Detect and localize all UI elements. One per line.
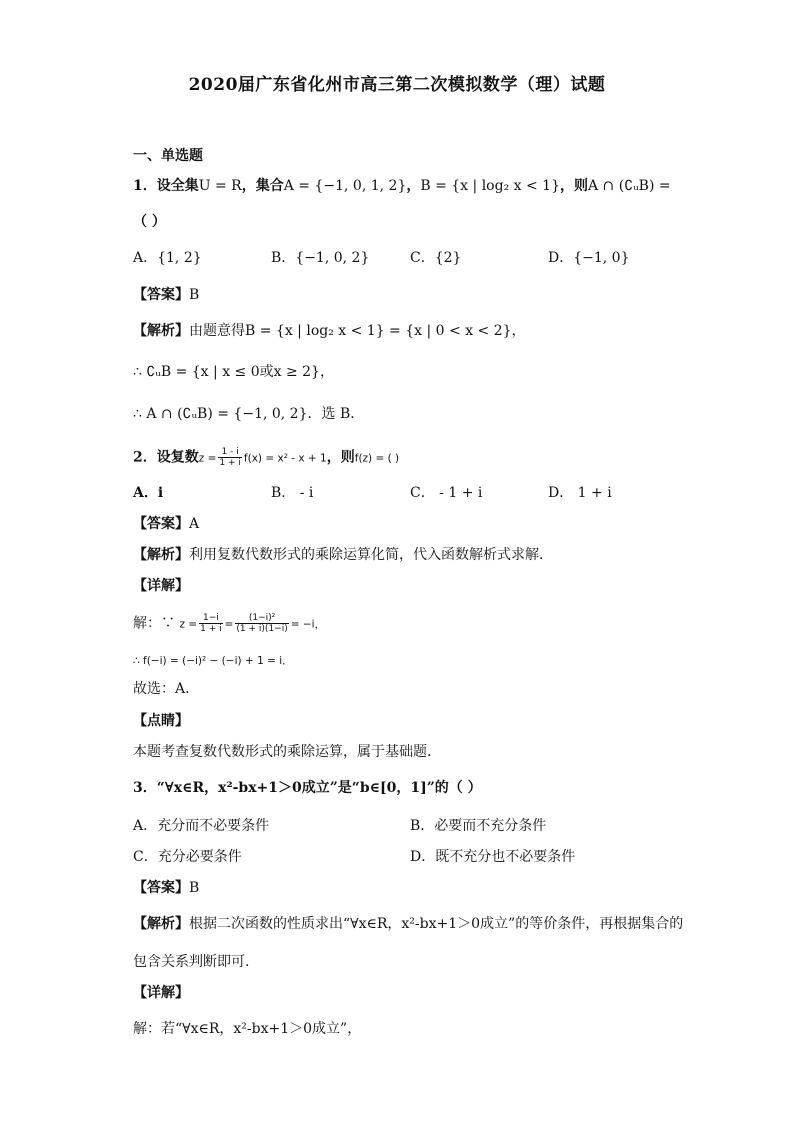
q1-stem-comma: ，: [406, 178, 421, 194]
section-heading: 一、单选题: [133, 148, 203, 164]
q2-stem: [133, 447, 399, 468]
q2-option-d: D． 1 + i: [548, 485, 612, 501]
answer-tag: 【答案】: [133, 287, 189, 303]
q2-answer: [133, 515, 199, 533]
q1-stem-then: ，则: [559, 178, 588, 194]
q2-option-c: C． - 1 + i: [410, 485, 483, 501]
q1-expr: A ∩ (∁ᵤB) =: [587, 178, 671, 194]
q3-option-a: A．充分而不必要条件: [133, 818, 270, 834]
q2-detail-tag: 【详解】: [133, 578, 189, 594]
sol-frac2-den: (1 + i)(1−i): [236, 624, 288, 634]
answer-value: A: [189, 516, 200, 532]
q1-option-b: B．{−1, 0, 2}: [271, 250, 370, 266]
analysis-tag: 【解析】: [133, 916, 189, 932]
q2-stem-prefix: 2．设复数: [133, 449, 199, 466]
q2-frac-num: 1 - i: [218, 447, 242, 458]
q3-option-d: D．既不充分也不必要条件: [410, 849, 576, 865]
q1-stem-mid: ，集合: [241, 178, 284, 194]
q2-z: z =: [198, 452, 217, 465]
sol-frac1-num: 1−i: [199, 613, 223, 624]
q2-comment-tag: 【点睛】: [133, 713, 189, 729]
q1-paren: （ ）: [133, 214, 166, 230]
sol-frac1-den: 1 + i: [200, 624, 222, 634]
page-title: 2020届广东省化州市高三第二次模拟数学（理）试题: [188, 75, 606, 95]
q2-solution-1: 解：∵ z = $\frac{1-i}{1 + i}$ = $\frac{\text{(1−i)²}}{(1 + i)(1-i)}$ = −i，: [133, 613, 326, 634]
q2-option-b: B． - i: [271, 485, 314, 501]
q1-stem: [133, 177, 671, 195]
analysis-expr: B = {x | log₂ x < 1} = {x | 0 < x < 2}，: [245, 323, 526, 339]
q1-option-a: A．{1, 2}: [133, 250, 202, 266]
q2-option-a: A．i: [133, 485, 164, 501]
sol-prefix: 解：∵: [133, 615, 175, 632]
q1-set-a: A = {−1, 0, 1, 2}: [283, 178, 407, 194]
q3-solution: 解：若“∀x∈R，x²-bx+1＞0成立”，: [133, 1021, 362, 1037]
q1-answer: [133, 286, 199, 304]
answer-value: B: [189, 287, 200, 303]
q2-function: f(x) = x² - x + 1: [243, 452, 327, 465]
sol-fraction-2: [235, 613, 288, 634]
answer-value: B: [189, 880, 200, 896]
q1-universal-set: U = R: [198, 178, 242, 194]
q1-option-c: C．{2}: [410, 250, 462, 266]
sol-z: z =: [179, 618, 198, 631]
answer-tag: 【答案】: [133, 880, 189, 896]
q1-analysis: [133, 322, 526, 340]
q3-answer: [133, 879, 199, 897]
q3-analysis-cont: 包含关系判断即可.: [133, 954, 250, 970]
q2-frac-den: 1 + i: [219, 458, 241, 468]
q1-step-3: ∴ A ∩ (∁ᵤB) = {−1, 0, 2}．选 B．: [133, 406, 365, 422]
q2-solution-2: ∴ f(−i) = (−i)² − (−i) + 1 = i．: [133, 655, 293, 667]
analysis-text: 根据二次函数的性质求出“∀x∈R，x²-bx+1＞0成立”的等价条件，再根据集合的: [189, 916, 684, 932]
sol-frac2-num: (1−i)²: [235, 613, 288, 624]
q3-analysis: [133, 915, 683, 933]
q2-choose: 故选：A．: [133, 681, 200, 697]
q1-set-b: B = {x | log₂ x < 1}: [420, 178, 560, 194]
q2-analysis: [133, 546, 553, 564]
q3-option-b: B．必要而不充分条件: [410, 818, 547, 834]
q2-comment: 本题考查复数代数形式的乘除运算，属于基础题．: [133, 744, 441, 760]
q2-fraction: [218, 447, 242, 468]
analysis-text: 由题意得: [189, 323, 245, 339]
q3-detail-tag: 【详解】: [133, 985, 189, 1001]
q2-question: f(z) = ( ): [354, 452, 400, 465]
q1-step-2: ∴ ∁ᵤB = {x | x ≤ 0或x ≥ 2}，: [133, 364, 334, 380]
q2-stem-then: ，则: [326, 449, 355, 466]
sol-end: = −i，: [290, 618, 326, 631]
analysis-tag: 【解析】: [133, 323, 189, 339]
q3-stem: 3．“∀x∈R，x²-bx+1＞0成立”是“b∈[0，1]”的（ ）: [133, 780, 482, 796]
q1-option-d: D．{−1, 0}: [548, 250, 630, 266]
sol-fraction-1: [199, 613, 223, 634]
q1-stem-prefix: 1．设全集: [133, 178, 199, 194]
analysis-text: 利用复数代数形式的乘除运算化简，代入函数解析式求解．: [189, 547, 553, 563]
q3-option-c: C．充分必要条件: [133, 849, 242, 865]
answer-tag: 【答案】: [133, 516, 189, 532]
analysis-tag: 【解析】: [133, 547, 189, 563]
